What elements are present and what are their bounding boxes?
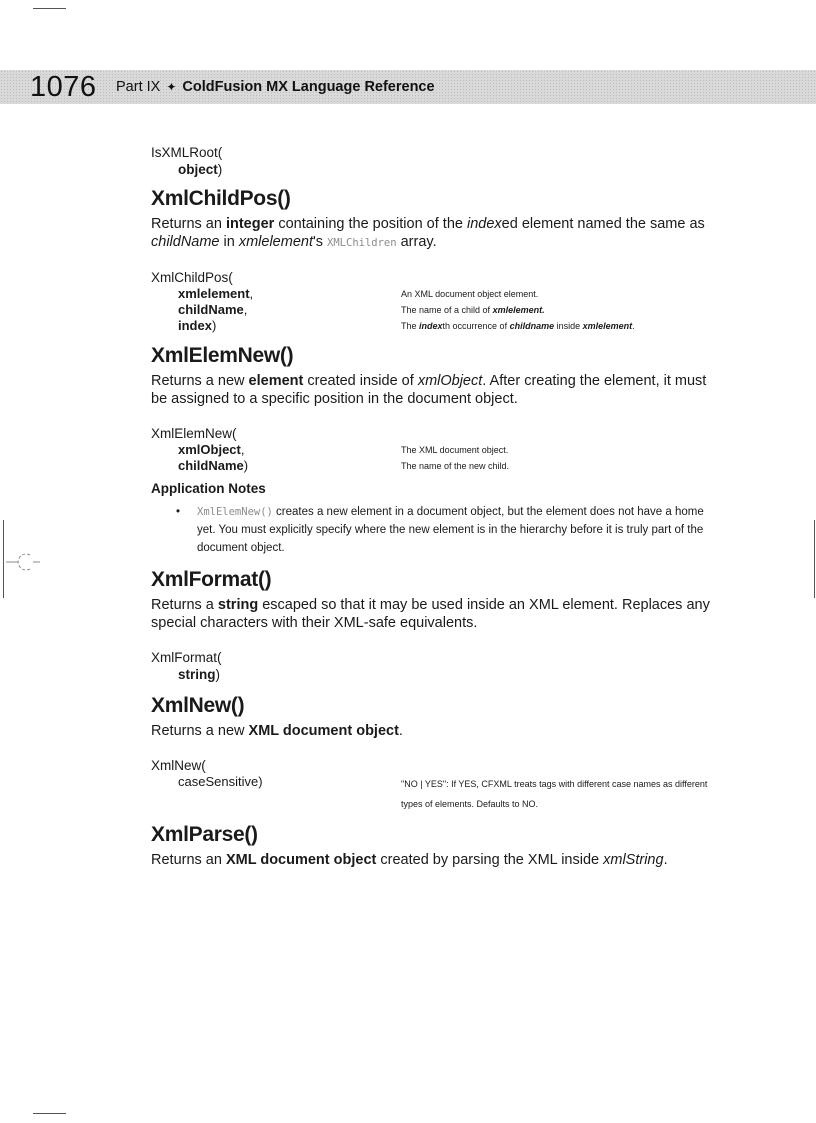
argument-row: childName, The name of a child of xmlelement. xyxy=(178,302,545,317)
xmlelemnew-signature: XmlElemNew( xmlObject, The XML document object. childName) The name of the new child. xyxy=(151,425,711,474)
function-description: Returns a new element created inside of xmlObject. After creating the element, it must be assigned to a specific position in the document object. xyxy=(151,373,707,407)
function-description: Returns a string escaped so that it may be used inside an XML element. Replaces any special characters with their XML-safe equivalents. xyxy=(151,597,710,631)
function-description: Returns a new XML document object. xyxy=(151,723,403,739)
function-title-xmlparse: XmlParse() xyxy=(151,823,258,846)
application-notes-heading: Application Notes xyxy=(151,481,266,496)
function-title-xmlelemnew: XmlElemNew() xyxy=(151,344,294,367)
crop-mark-right xyxy=(814,520,815,598)
xmlchildpos-signature: XmlChildPos( xmlelement, An XML document object element. childName, The name of a child of xmlelement. index) The indexth occurrence of childname inside xmlelement. xyxy=(151,269,711,334)
xmlnew-signature: XmlNew( caseSensitive) "NO | YES": If YES, CFXML treats tags with different case names as different types of elements. Defaults to NO. xyxy=(151,757,711,814)
running-head xyxy=(116,70,435,104)
argument-row: xmlObject, The XML document object. xyxy=(178,442,509,457)
bullet-icon: • xyxy=(176,506,181,518)
argument-row: caseSensitive) "NO | YES": If YES, CFXML treats tags with different case names as different types of elements. Defaults to NO. xyxy=(178,774,708,809)
isxmlroot-signature: IsXMLRoot( object) xyxy=(151,145,223,177)
page-body xyxy=(151,144,711,869)
code-xmlchildren: XMLChildren xyxy=(327,237,397,249)
list-item: • XmlElemNew() creates a new element in a document object, but the element does not have a home yet. You must explicitly specify where the new element is in the hierarchy before it is truly part of the document object. xyxy=(151,503,711,557)
function-description: Returns an integer containing the position of the indexed element named the same as childName in xmlelement's XMLChildren array. xyxy=(151,216,705,250)
function-title-xmlformat: XmlFormat() xyxy=(151,568,272,591)
book-title: ColdFusion MX Language Reference xyxy=(182,79,435,95)
function-title-xmlnew: XmlNew() xyxy=(151,694,245,717)
page-number: 1076 xyxy=(30,71,97,103)
crop-mark-left xyxy=(3,520,4,598)
argument-row: childName) The name of the new child. xyxy=(178,458,510,473)
arg-name: object xyxy=(178,162,218,177)
argument-row: index) The indexth occurrence of childname inside xmlelement. xyxy=(178,318,635,333)
part-label: Part IX xyxy=(116,79,161,95)
xmlformat-signature: XmlFormat( string) xyxy=(151,650,222,682)
diamond-icon: ✦ xyxy=(166,80,177,94)
function-description: Returns an XML document object created by parsing the XML inside xmlString. xyxy=(151,852,668,868)
crop-mark-top xyxy=(33,8,66,9)
argument-row: xmlelement, An XML document object element. xyxy=(178,286,539,301)
code-xmlelemnew: XmlElemNew() xyxy=(197,506,273,518)
registration-mark-icon xyxy=(6,550,42,574)
function-title-xmlchildpos: XmlChildPos() xyxy=(151,187,291,210)
crop-mark-bottom xyxy=(33,1113,66,1114)
